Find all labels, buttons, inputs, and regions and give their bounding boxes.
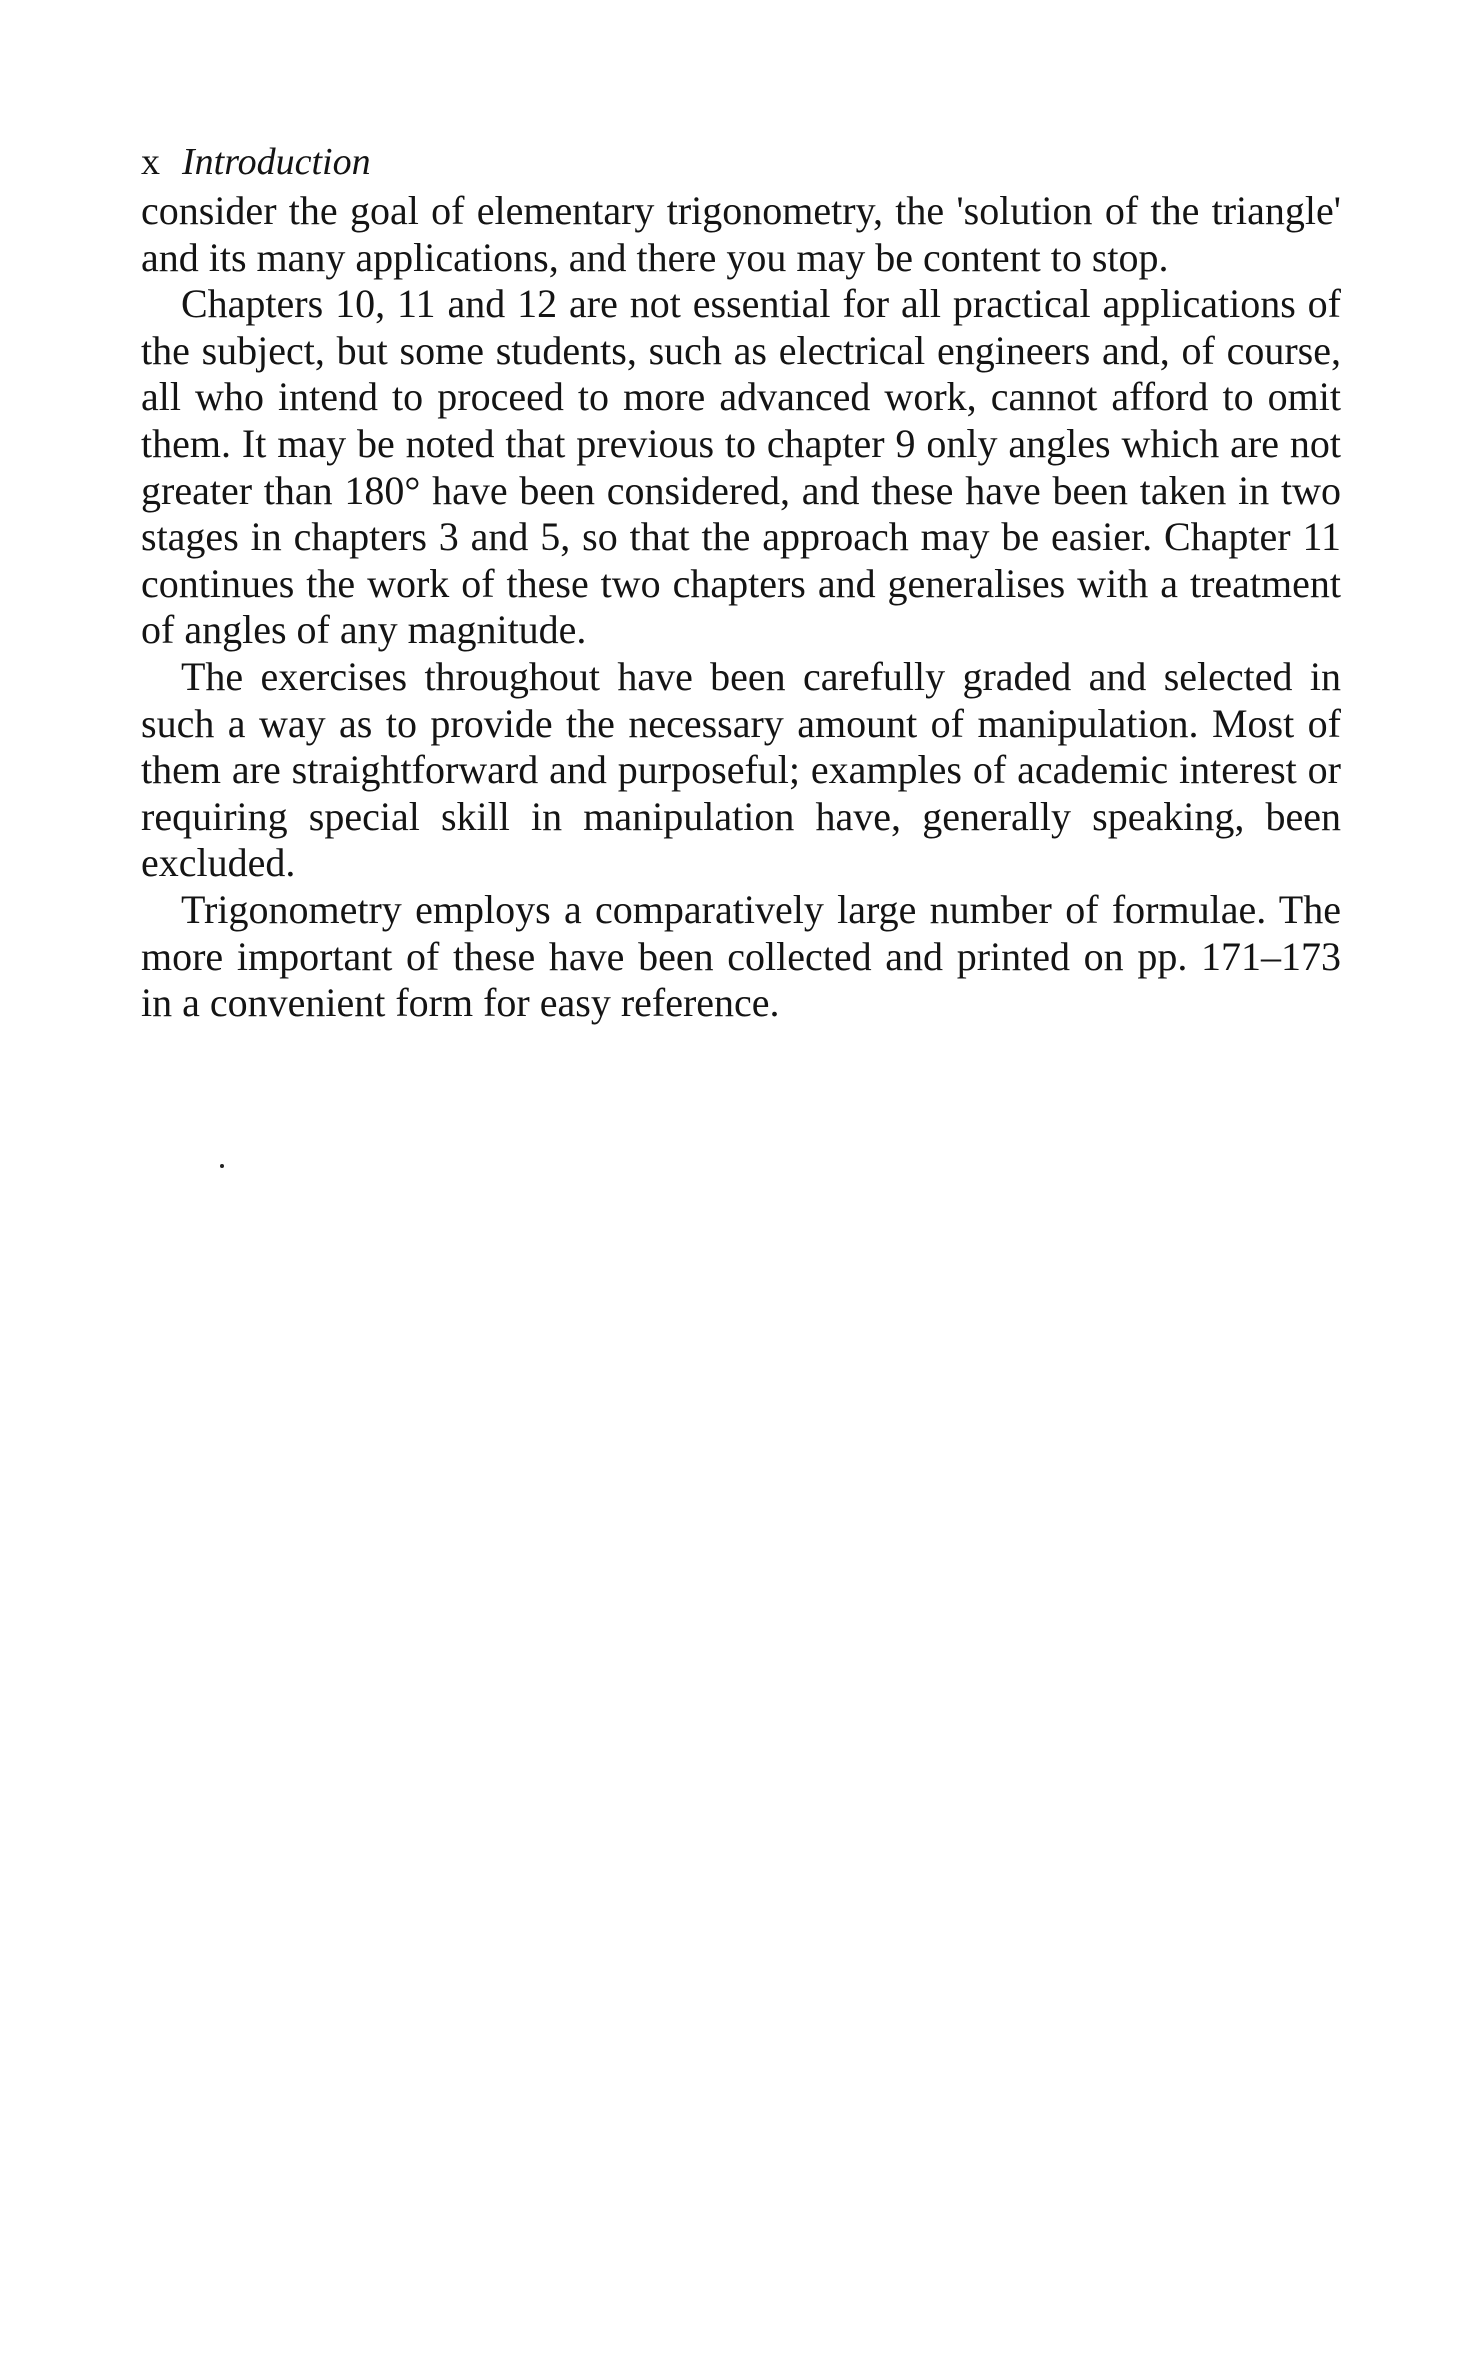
paragraph-formulae: Trigonometry employs a comparatively large number of formulae. The more important of these have been collected and printed on pp. 171–173 in a convenient form for easy reference. [141,886,1341,1026]
paragraph-exercises: The exercises throughout have been carefully graded and selected in such a way as to provide the necessary amount of manipulation. Most of them are straightforward and purposeful; examples of academic interest or requiring special skill in manipulation have, generally speaking, been excluded. [141,653,1341,886]
paragraph-continuation: consider the goal of elementary trigonometry, the 'solution of the triangle' and its many applications, and there you may be content to stop. [141,188,1341,280]
page-number: x [141,141,160,183]
page-body [141,138,1341,1027]
paragraph-chapters: Chapters 10, 11 and 12 are not essential for all practical applications of the subject, but some students, such as electrical engineers and, of course, all who intend to proceed to more advanced work, cannot afford to omit them. It may be noted that previous to chapter 9 only angles which are not greater than 180° have been considered, and these have been taken in two stages in chapters 3 and 5, so that the approach may be easier. Chapter 11 continues the work of these two chapters and generalises with a treatment of angles of any magnitude. [141,281,1341,653]
running-head [141,138,1341,186]
section-title: Introduction [182,141,371,183]
print-speck [220,1164,224,1168]
